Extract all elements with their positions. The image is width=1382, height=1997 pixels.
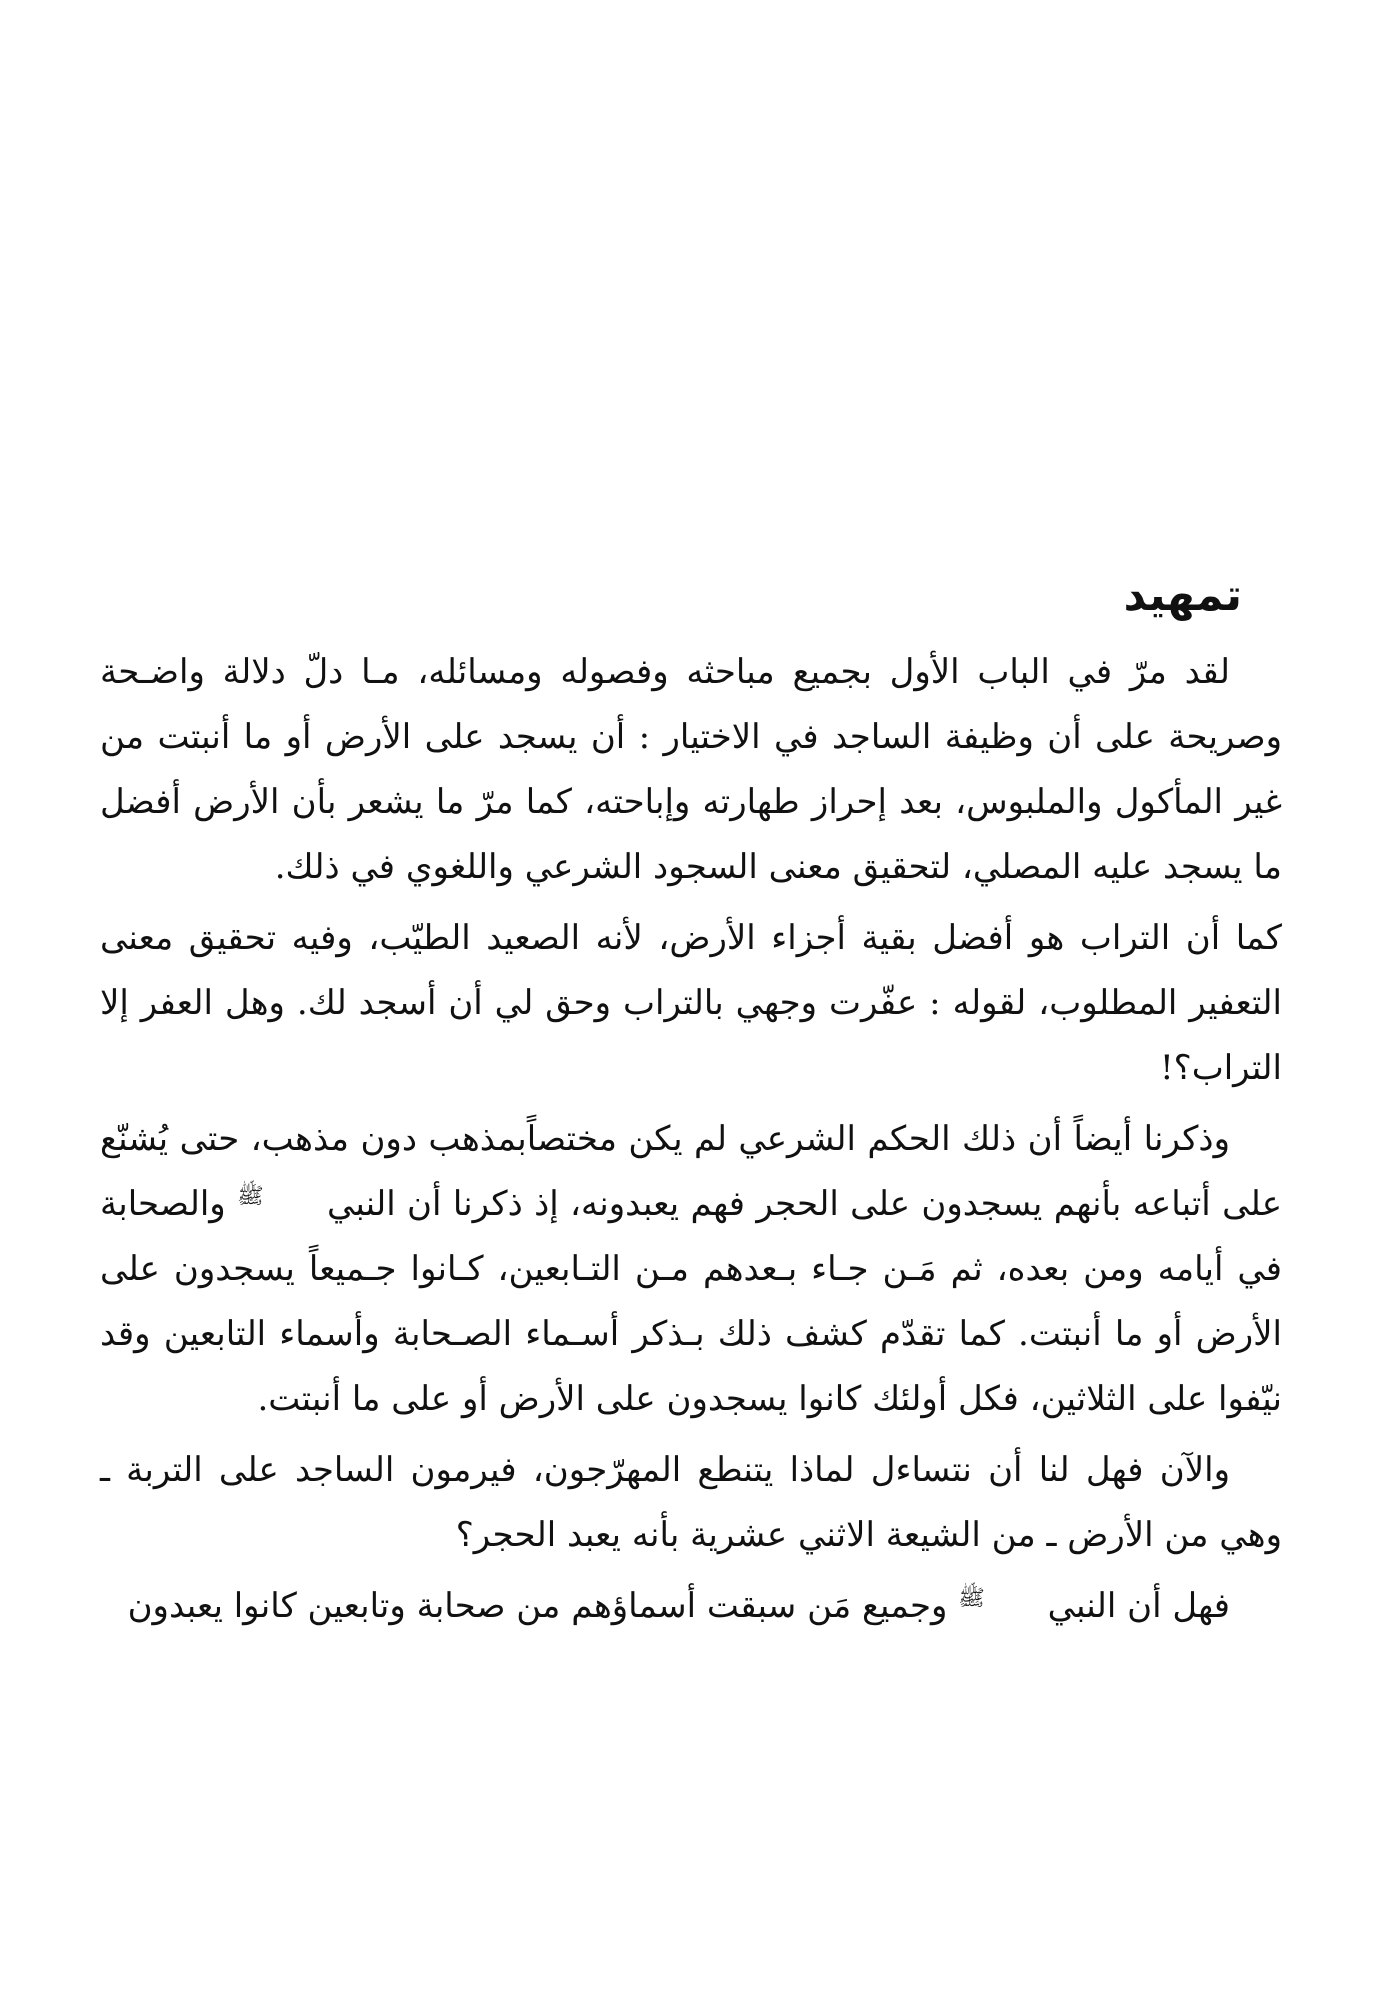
section-heading: تمهيد bbox=[1123, 570, 1242, 621]
paragraph-3 bbox=[100, 1107, 1282, 1432]
pbuh-ligature-icon: ﷺ bbox=[958, 1585, 985, 1611]
paragraph-2: كما أن التراب هو أفضل بقية أجزاء الأرض، لأنه الصعيد الطيّب، وفيه تحقيق معنى التعفير المطلوب، لقوله : عفّرت وجهي بالتراب وحق لي أن أسجد لك. وهل العفر إلا التراب؟! bbox=[100, 918, 1282, 1088]
paragraph-4: والآن فهل لنا أن نتساءل لماذا يتنطع المهرّجون، فيرمون الساجد على التربة ـ وهي من الأرض ـ من الشيعة الاثني عشرية بأنه يعبد الحجر؟ bbox=[100, 1450, 1282, 1555]
paragraph-3-part-2: والصحابة في أيامه ومن بعده، ثم مَـن جـاء بـعدهم مـن التـابعين، كـانوا جـميعاً يسجدون على الأرض أو ما أنبتت. كما تقدّم كشف ذلك بـذكر أسـماء الصـحابة وأسماء التابعين وقد نيّفوا على الثلاثين، فكل أولئك كانوا يسجدون على الأرض أو على ما أنبتت. bbox=[100, 1184, 1282, 1419]
paragraph-5-part-1: فهل أن النبي bbox=[1047, 1586, 1230, 1626]
paragraph-3-part-1: وذكرنا أيضاً أن ذلك الحكم الشرعي لم يكن مختصاًبمذهب دون مذهب، حتى يُشنّع على أتباعه بأنهم يسجدون على الحجر فهم يعبدونه، إذ ذكرنا أن النبي bbox=[100, 1119, 1282, 1224]
body-text bbox=[100, 640, 1282, 1639]
pbuh-ligature-icon: ﷺ bbox=[237, 1183, 264, 1209]
paragraph-5-part-2: وجميع مَن سبقت أسماؤهم من صحابة وتابعين كانوا يعبدون bbox=[127, 1586, 948, 1626]
paragraph-5 bbox=[100, 1574, 1282, 1639]
paragraph-1: لقد مرّ في الباب الأول بجميع مباحثه وفصوله ومسائله، مـا دلّ دلالة واضـحة وصريحة على أن وظيفة الساجد في الاختيار : أن يسجد على الأرض أو ما أنبتت من غير المأكول والملبوس، بعد إحراز طهارته وإباحته، كما مرّ ما يشعر بأن الأرض أفضل ما يسجد عليه المصلي، لتحقيق معنى السجود الشرعي واللغوي في ذلك. bbox=[100, 652, 1283, 887]
